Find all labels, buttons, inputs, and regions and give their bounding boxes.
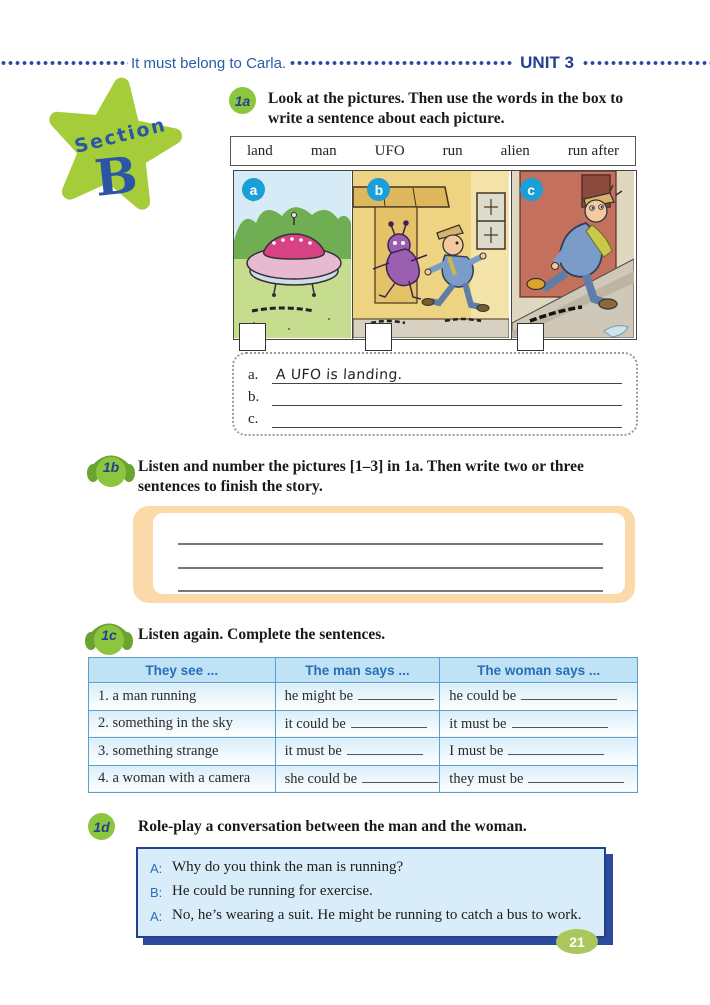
role-play-dialog-box <box>136 847 606 938</box>
fill-in-blank[interactable] <box>351 715 427 728</box>
table-row <box>89 738 638 766</box>
word-box <box>230 136 636 166</box>
cell-text: 2. something in the sky <box>98 715 233 732</box>
dotted-line <box>582 60 710 66</box>
word-item: UFO <box>374 142 405 159</box>
cell-text: he might be <box>284 688 354 705</box>
dotted-line <box>0 60 128 66</box>
cell-text: it must be <box>449 715 507 732</box>
picture-c-label: c <box>520 178 543 201</box>
dialog-text: No, he’s wearing a suit. He might be running to catch a bus to work. <box>172 907 582 923</box>
column-header: They see ... <box>89 658 276 683</box>
table-header-row <box>89 658 638 683</box>
writing-area[interactable] <box>153 513 625 594</box>
fill-in-blank[interactable] <box>521 687 617 700</box>
exercise-1b-badge <box>86 450 136 492</box>
cell-text: they must be <box>449 770 524 787</box>
picture-b <box>353 171 511 339</box>
picture-a <box>234 171 353 339</box>
unit-title: It must belong to Carla. <box>131 54 287 72</box>
fill-in-blank[interactable] <box>512 715 608 728</box>
table-row <box>89 683 638 711</box>
dialog-text: He could be running for exercise. <box>172 883 373 899</box>
exercise-1d-instruction: Role-play a conversation between the man and the woman. <box>138 818 527 835</box>
word-item: man <box>310 142 337 159</box>
exercise-number: 1c <box>101 627 117 643</box>
writing-line[interactable] <box>178 567 603 569</box>
page-header <box>0 54 710 72</box>
answer-box-1a <box>232 352 638 436</box>
speaker-label: A: <box>150 909 163 924</box>
exercise-number: 1b <box>102 459 120 475</box>
listening-table <box>88 657 638 793</box>
cell-text: it could be <box>284 715 346 732</box>
writing-line[interactable] <box>178 590 603 592</box>
answer-row-c <box>248 406 622 428</box>
cell-text: I must be <box>449 743 504 760</box>
word-item: land <box>246 142 273 159</box>
answer-label: a. <box>248 367 259 383</box>
picture-c <box>512 171 636 339</box>
exercise-1c-badge <box>84 618 134 660</box>
exercise-1b-instruction: Listen and number the pictures [1–3] in 1a. Then write two or three sentences to finish the story. <box>138 458 584 495</box>
picture-b-number-box[interactable] <box>365 323 392 351</box>
table-row <box>89 710 638 738</box>
dialog-text: Why do you think the man is running? <box>172 859 404 875</box>
exercise-1a-badge: 1a <box>229 87 256 114</box>
dotted-line <box>289 60 512 66</box>
answer-row-b <box>248 384 622 406</box>
column-header: The woman says ... <box>440 658 638 683</box>
picture-a-label: a <box>242 178 265 201</box>
answer-label: c. <box>248 411 259 427</box>
picture-a-number-box[interactable] <box>239 323 266 351</box>
exercise-1c-instruction: Listen again. Complete the sentences. <box>138 626 386 643</box>
page-number-badge: 21 <box>556 929 598 954</box>
dialog-line <box>150 904 594 928</box>
fill-in-blank[interactable] <box>358 687 434 700</box>
cell-text: 1. a man running <box>98 687 197 704</box>
word-item: run after <box>567 142 620 159</box>
column-header: The man says ... <box>275 658 440 683</box>
speaker-label: B: <box>150 885 163 900</box>
cell-text: he could be <box>449 688 517 705</box>
table-row <box>89 765 638 793</box>
fill-in-blank[interactable] <box>347 742 423 755</box>
word-item: alien <box>500 142 530 159</box>
story-writing-box <box>133 506 635 603</box>
speaker-label: A: <box>150 861 163 876</box>
answer-line-b[interactable] <box>272 384 622 406</box>
picture-strip <box>233 170 637 340</box>
cell-text: it must be <box>284 743 342 760</box>
star-icon <box>38 72 188 212</box>
answer-line-c[interactable] <box>272 406 622 428</box>
answer-row-a <box>248 362 622 384</box>
handwritten-answer: A UFO is landing. <box>275 367 403 383</box>
section-letter: B <box>92 144 141 208</box>
section-word: Section <box>72 113 169 158</box>
dialog-line <box>150 880 594 904</box>
fill-in-blank[interactable] <box>508 742 604 755</box>
picture-c-number-box[interactable] <box>517 323 544 351</box>
cell-text: 3. something strange <box>98 742 219 759</box>
answer-label: b. <box>248 389 260 405</box>
section-star <box>38 72 188 212</box>
picture-b-label: b <box>367 178 390 201</box>
cell-text: she could be <box>284 770 358 787</box>
fill-in-blank[interactable] <box>528 770 624 783</box>
answer-line-a[interactable] <box>272 362 622 384</box>
fill-in-blank[interactable] <box>362 770 438 783</box>
word-item: run <box>442 142 463 159</box>
cell-text: 4. a woman with a camera <box>98 770 251 787</box>
dialog-line <box>150 856 594 880</box>
unit-number: UNIT 3 <box>520 53 574 72</box>
exercise-1d-badge: 1d <box>88 813 115 840</box>
exercise-1a-instruction: Look at the pictures. Then use the words in the box to write a sentence about each picture. <box>268 90 624 127</box>
writing-line[interactable] <box>178 543 603 545</box>
